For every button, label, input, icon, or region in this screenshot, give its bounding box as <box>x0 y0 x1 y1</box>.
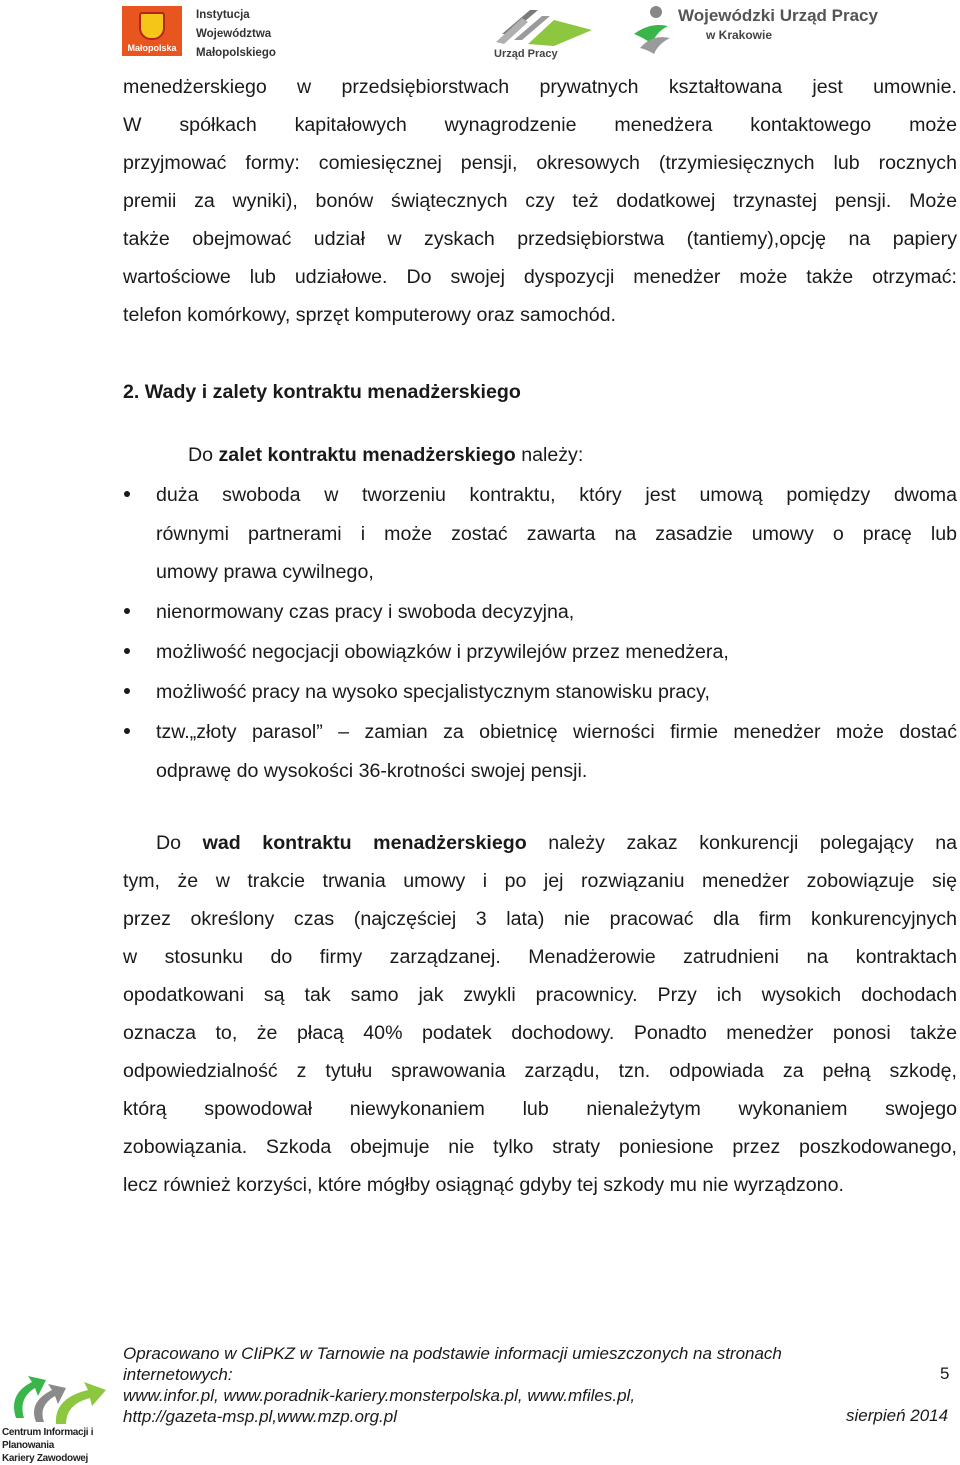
text-line: którą spowodował niewykonaniem lub nienależytym wykonaniem swojego <box>123 1098 957 1120</box>
text-span: należy zakaz konkurencji polegający na <box>526 832 957 854</box>
list-item <box>123 476 957 592</box>
malopolska-badge <box>122 6 182 56</box>
wup-title: Wojewódzki Urząd Pracy <box>678 6 878 25</box>
list-item <box>123 593 957 632</box>
list-item-line: możliwość negocjacji obowiązków i przywilejów przez menedżera, <box>156 641 729 663</box>
bullet-icon <box>124 728 130 734</box>
list-item-line: równymi partnerami i może zostać zawarta na zasadzie umowy o pracę lub <box>156 522 957 545</box>
text-line: odpowiedzialność z tytułu sprawowania zarządu, tzn. odpowiada za pełną szkodę, <box>123 1060 957 1082</box>
footer-date: sierpień 2014 <box>846 1406 949 1425</box>
list-item <box>123 633 957 672</box>
footer-line: http://gazeta-msp.pl,www.mzp.org.pl <box>123 1407 398 1426</box>
page-number: 5 <box>940 1364 950 1383</box>
list-item-line: możliwość pracy na wysoko specjalistycznym stanowisku pracy, <box>156 681 710 703</box>
ciipkz-label-line: Centrum Informacji i Planowania <box>2 1427 94 1451</box>
bullet-icon <box>124 648 130 654</box>
ciipkz-label <box>2 1426 130 1465</box>
intro-text: Do <box>188 444 219 466</box>
text-line: telefon komórkowy, sprzęt komputerowy oraz samochód. <box>123 304 616 326</box>
text-line: przyjmować formy: comiesięcznej pensji, okresowych (trzymiesięcznych lub rocznych <box>123 152 957 174</box>
urzad-pracy-arrow-icon <box>492 4 596 50</box>
logo-instytucja-wojewodztwa <box>122 6 292 60</box>
crest-icon <box>139 12 165 40</box>
footer-source <box>123 1343 843 1427</box>
list-item <box>123 713 957 790</box>
text-bold: wad kontraktu menadżerskiego <box>202 832 527 854</box>
footer-line: www.infor.pl, www.poradnik-kariery.monsterpolska.pl, www.mfiles.pl, <box>123 1386 636 1405</box>
bullet-icon <box>124 491 130 497</box>
text-line: oznacza to, że płacą 40% podatek dochodowy. Ponadto menedżer ponosi także <box>123 1022 957 1044</box>
text-line: opodatkowani są tak samo jak zwykli pracownicy. Przy ich wysokich dochodach <box>123 984 957 1006</box>
text-span: Do <box>156 832 203 854</box>
badge-label: Małopolska <box>127 43 177 53</box>
ciipkz-label-line: Kariery Zawodowej <box>2 1453 89 1464</box>
logo-left-line: Małopolskiego <box>196 47 276 59</box>
wup-subtitle: w Krakowie <box>706 28 773 42</box>
text-line: wartościowe lub udziałowe. Do swojej dyspozycji menedżer może także otrzymać: <box>123 266 957 288</box>
text-line: tym, że w trakcie trwania umowy i po jej rozwiązaniu menedżer zobowiązuje się <box>123 870 957 892</box>
text-line: zobowiązania. Szkoda obejmuje nie tylko straty poniesione przez poszkodowanego, <box>123 1136 957 1158</box>
text-line: przez określony czas (najczęściej 3 lata) nie pracować dla firm konkurencyjnych <box>123 908 957 930</box>
list-item-line: umowy prawa cywilnego, <box>156 561 374 583</box>
paragraph-remuneration <box>123 68 957 334</box>
intro-text: należy: <box>515 444 584 466</box>
list-item-line: duża swoboda w tworzeniu kontraktu, który jest umową pomiędzy dwoma <box>156 484 957 506</box>
text-line <box>123 824 957 862</box>
text-line: premii za wyniki), bonów świątecznych czy też dodatkowej trzynastej pensji. Może <box>123 190 957 212</box>
bullet-icon <box>124 608 130 614</box>
logo-urzad-pracy <box>492 4 596 60</box>
text-line: menedżerskiego w przedsiębiorstwach prywatnych kształtowana jest umownie. <box>123 76 957 98</box>
advantages-list <box>123 476 957 792</box>
logo-left-line: Instytucja <box>196 9 250 21</box>
list-item-line: odprawę do wysokości 36-krotności swojej pensji. <box>156 759 588 782</box>
logo-wojewodzki-urzad-pracy <box>630 4 930 60</box>
intro-bold: zalet kontraktu menadżerskiego <box>218 444 516 466</box>
text-line: W spółkach kapitałowych wynagrodzenie menedżera kontaktowego może <box>123 114 957 136</box>
list-item-line: nienormowany czas pracy i swoboda decyzyjna, <box>156 601 575 623</box>
section-heading: 2. Wady i zalety kontraktu menadżerskiego <box>123 381 521 403</box>
wup-figure-icon <box>630 4 676 56</box>
bullet-icon <box>124 688 130 694</box>
logo-left-line: Województwa <box>196 28 272 40</box>
text-line: lecz również korzyści, które mógłby osiągnąć gdyby tej szkody mu nie wyrządzono. <box>123 1174 844 1196</box>
footer-line: internetowych: <box>123 1365 233 1384</box>
text-line: w stosunku do firmy zarządzanej. Menadżerowie zatrudnieni na kontraktach <box>123 946 957 968</box>
list-item <box>123 673 957 712</box>
footer-line: Opracowano w CIiPKZ w Tarnowie na podstawie informacji umieszczonych na stronach <box>123 1344 782 1363</box>
text-line: także obejmować udział w zyskach przedsiębiorstwa (tantiemy),opcję na papiery <box>123 228 957 250</box>
paragraph-disadvantages <box>123 824 957 1204</box>
ciipkz-arrows-icon <box>2 1368 112 1426</box>
list-item-line: tzw.„złoty parasol” – zamian za obietnicę wierności firmie menedżer może dostać <box>156 721 957 743</box>
urzad-pracy-label: Urząd Pracy <box>494 48 558 60</box>
logo-ciipkz <box>2 1368 130 1464</box>
logo-left-text <box>196 6 276 63</box>
advantages-intro <box>188 436 583 474</box>
